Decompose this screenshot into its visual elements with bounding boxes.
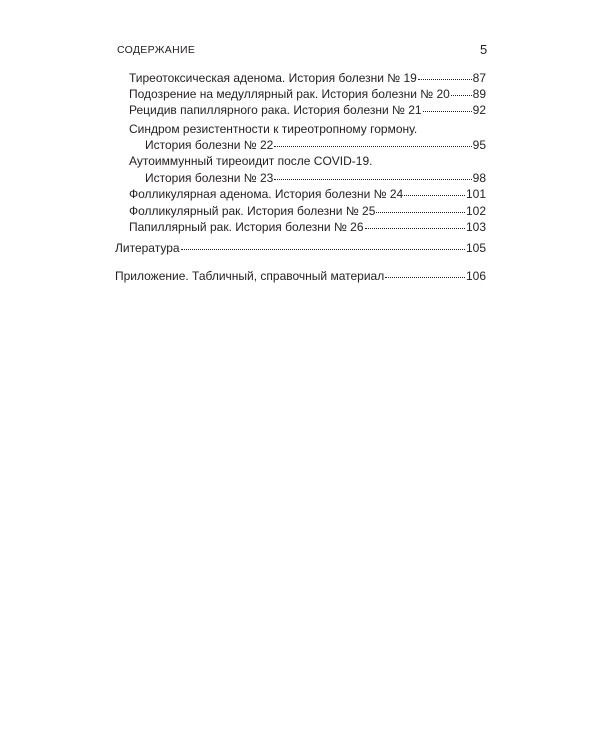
toc-entry-literature[interactable] [115, 240, 486, 256]
toc-entry-label: Фолликулярная аденома. История болезни № 24 [129, 187, 404, 201]
toc-entry-26[interactable] [129, 219, 486, 235]
header-title: СОДЕРЖАНИЕ [117, 44, 196, 56]
dot-leader [274, 169, 471, 180]
dot-leader [423, 101, 472, 112]
toc-entry-label: Тиреотоксическая аденома. История болезни № 19 [129, 71, 417, 85]
toc-entry-page: 106 [465, 269, 486, 283]
toc-entry-label: История болезни № 22 [145, 138, 274, 152]
toc-entry-label: Папиллярный рак. История болезни № 26 [129, 220, 364, 234]
toc-entry-label: Подозрение на медуллярный рак. История болезни № 20 [129, 87, 450, 101]
toc-entry-page: 101 [465, 187, 486, 201]
dot-leader [365, 218, 465, 229]
toc-entry-19[interactable] [129, 70, 486, 86]
toc-entry-page: 87 [472, 71, 486, 85]
dot-leader [376, 202, 465, 213]
toc-entry-24[interactable] [129, 186, 486, 202]
toc-entry-page: 98 [472, 171, 486, 185]
toc-entry-label: Рецидив папиллярного рака. История болезни № 21 [129, 103, 422, 117]
toc-entry-page: 95 [472, 138, 486, 152]
toc-entry-label: Приложение. Табличный, справочный материал [115, 269, 385, 283]
dot-leader [404, 185, 465, 196]
toc-entry-22-title[interactable]: Синдром резистентности к тиреотропному гормону. [129, 122, 418, 136]
toc-entry-label: Литература [115, 241, 180, 255]
toc-entry-page: 89 [472, 87, 486, 101]
toc-entry-label: История болезни № 23 [145, 171, 274, 185]
dot-leader [418, 69, 472, 80]
dot-leader [274, 136, 471, 147]
toc-entry-appendix[interactable] [115, 268, 486, 284]
dot-leader [451, 85, 472, 96]
toc-entry-23-title[interactable]: Аутоиммунный тиреоидит после COVID-19. [129, 154, 373, 168]
toc-entry-label: Фолликулярный рак. История болезни № 25 [129, 204, 376, 218]
toc-entry-25[interactable] [129, 203, 486, 219]
toc-entry-21[interactable] [129, 102, 486, 118]
toc-entry-page: 103 [465, 220, 486, 234]
running-header [117, 44, 195, 56]
toc-entry-20[interactable] [129, 86, 486, 102]
toc-entry-page: 105 [465, 241, 486, 255]
toc-entry-page: 102 [465, 204, 486, 218]
toc-entry-22[interactable] [145, 137, 486, 153]
toc-entry-23[interactable] [145, 170, 486, 186]
page-number: 5 [480, 42, 488, 57]
dot-leader [385, 267, 465, 278]
dot-leader [181, 239, 465, 250]
toc-entry-page: 92 [472, 103, 486, 117]
